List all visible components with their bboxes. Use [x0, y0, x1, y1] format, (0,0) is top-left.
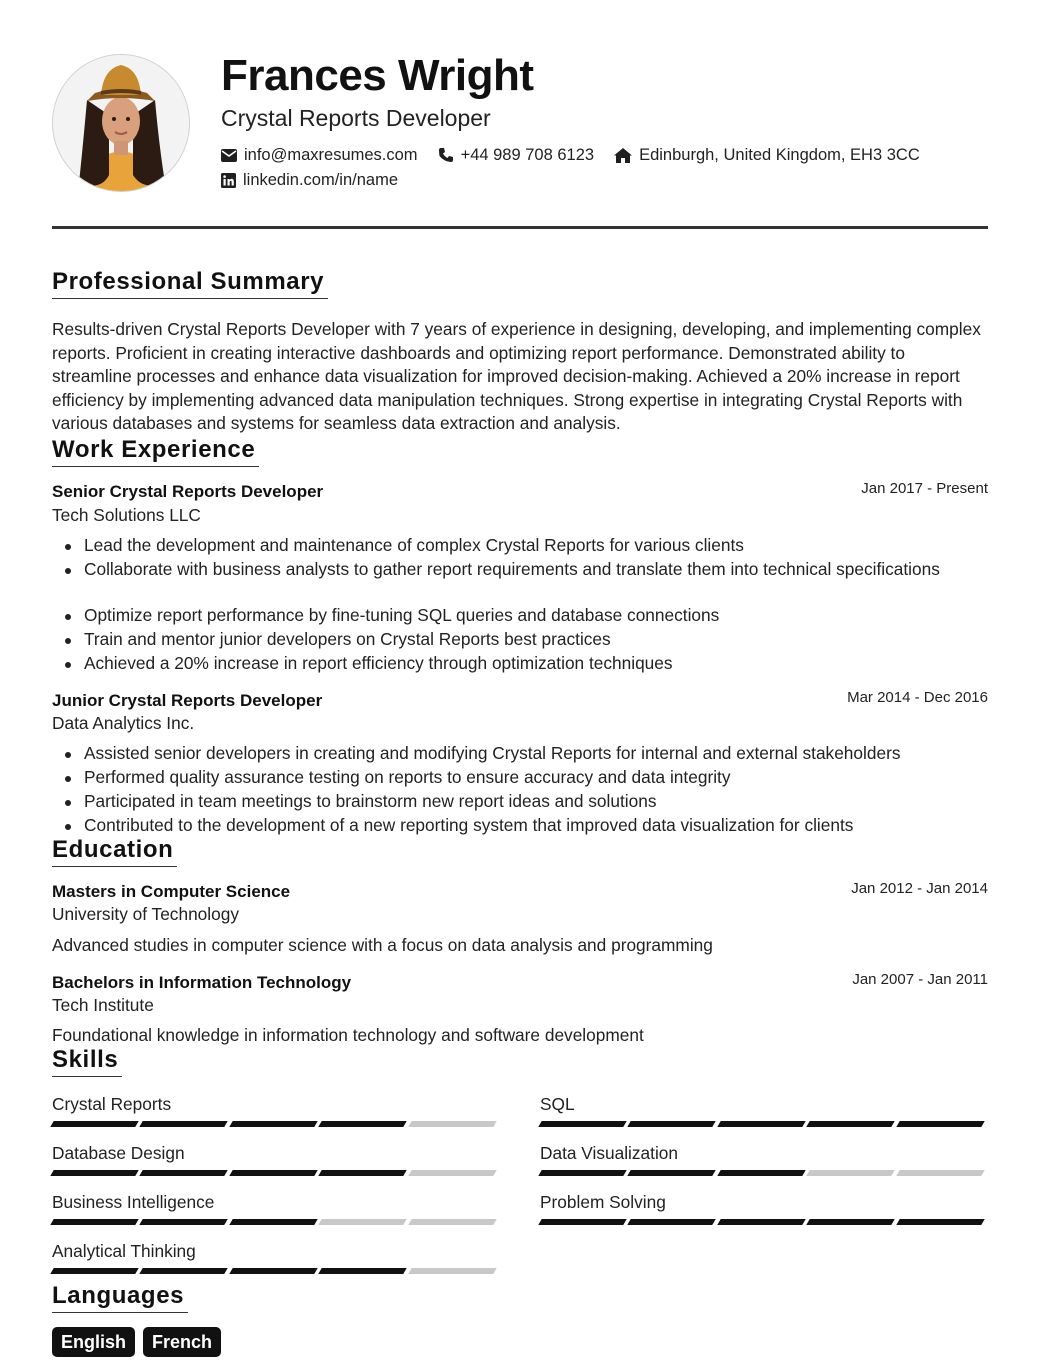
edu-degree: Masters in Computer Science	[52, 882, 291, 901]
skill-level-segment	[538, 1170, 627, 1176]
skill-level-segment	[896, 1121, 985, 1127]
skill-level-segment	[140, 1268, 229, 1274]
skill-level-segment	[628, 1121, 717, 1127]
candidate-name: Frances Wright	[221, 51, 534, 100]
edu-school: Tech Institute	[52, 995, 154, 1015]
job-title: Senior Crystal Reports Developer	[52, 482, 324, 501]
skill-level-segment	[408, 1170, 497, 1176]
skill-item	[52, 1093, 499, 1127]
skill-level-segment	[896, 1170, 985, 1176]
skill-name: Data Visualization	[540, 1143, 679, 1163]
skill-level-segment	[538, 1219, 627, 1225]
list-item: Assisted senior developers in creating and modifying Crystal Reports for internal and external stakeholders	[52, 743, 900, 764]
envelope-icon	[221, 149, 237, 162]
skills-heading: Skills	[52, 1046, 122, 1077]
skill-level-segment	[140, 1170, 229, 1176]
resume-page	[52, 0, 988, 1352]
skill-level-bar	[540, 1219, 987, 1225]
skill-level-bar	[540, 1170, 987, 1176]
contact-row-secondary	[221, 169, 418, 191]
skill-name: Problem Solving	[540, 1192, 666, 1212]
skill-name: Business Intelligence	[52, 1192, 215, 1212]
skill-level-bar	[52, 1268, 499, 1274]
skill-item	[540, 1142, 987, 1176]
skill-level-segment	[717, 1219, 806, 1225]
skill-level-segment	[408, 1268, 497, 1274]
header-divider	[52, 226, 988, 229]
contact-phone[interactable]	[438, 146, 595, 165]
education-heading: Education	[52, 836, 177, 867]
home-icon	[614, 148, 632, 163]
experience-heading: Work Experience	[52, 436, 259, 467]
skill-level-segment	[140, 1219, 229, 1225]
contact-address	[614, 146, 920, 165]
skill-level-segment	[229, 1121, 318, 1127]
contact-linkedin[interactable]	[221, 171, 398, 190]
edu-description: Foundational knowledge in information technology and software development	[52, 1025, 644, 1045]
skill-level-bar	[52, 1219, 499, 1225]
skill-level-bar	[52, 1170, 499, 1176]
skill-level-segment	[50, 1219, 139, 1225]
skill-level-segment	[140, 1121, 229, 1127]
skill-level-segment	[408, 1219, 497, 1225]
language-badge: French	[143, 1327, 221, 1357]
contact-email[interactable]	[221, 146, 418, 165]
address-text: Edinburgh, United Kingdom, EH3 3CC	[639, 145, 920, 164]
skill-level-segment	[229, 1219, 318, 1225]
skill-level-segment	[318, 1268, 407, 1274]
languages-heading: Languages	[52, 1282, 188, 1313]
list-item: Participated in team meetings to brainstorm new report ideas and solutions	[52, 791, 657, 812]
job-dates: Mar 2014 - Dec 2016	[847, 689, 988, 706]
skill-level-segment	[229, 1268, 318, 1274]
skill-level-segment	[318, 1170, 407, 1176]
avatar	[52, 54, 190, 192]
edu-degree: Bachelors in Information Technology	[52, 973, 352, 992]
skill-item	[52, 1240, 499, 1274]
skill-level-segment	[628, 1219, 717, 1225]
skill-level-segment	[538, 1121, 627, 1127]
list-item: Contributed to the development of a new reporting system that improved data visualization for clients	[52, 815, 853, 836]
avatar-photo	[53, 55, 189, 191]
phone-icon	[438, 147, 454, 163]
skill-name: Analytical Thinking	[52, 1241, 196, 1261]
skill-name: Crystal Reports	[52, 1094, 172, 1114]
email-text[interactable]: info@maxresumes.com	[244, 145, 418, 164]
job-company: Tech Solutions LLC	[52, 505, 201, 525]
skill-level-segment	[628, 1170, 717, 1176]
job-dates: Jan 2017 - Present	[861, 480, 988, 497]
phone-text[interactable]: +44 989 708 6123	[460, 145, 595, 164]
job-title: Junior Crystal Reports Developer	[52, 691, 323, 710]
list-item: Achieved a 20% increase in report efficiency through optimization techniques	[52, 653, 673, 674]
list-item: Collaborate with business analysts to gather report requirements and translate them into technical specifications	[52, 559, 940, 580]
edu-dates: Jan 2007 - Jan 2011	[852, 971, 988, 988]
skill-level-segment	[408, 1121, 497, 1127]
list-item: Performed quality assurance testing on reports to ensure accuracy and data integrity	[52, 767, 730, 788]
skill-level-segment	[806, 1170, 895, 1176]
languages-list	[52, 1327, 229, 1357]
list-item: Train and mentor junior developers on Crystal Reports best practices	[52, 629, 611, 650]
skill-level-segment	[318, 1121, 407, 1127]
skill-level-segment	[717, 1121, 806, 1127]
edu-description: Advanced studies in computer science with a focus on data analysis and programming	[52, 935, 713, 955]
skill-level-segment	[806, 1219, 895, 1225]
skill-item	[52, 1191, 499, 1225]
skill-item	[540, 1191, 987, 1225]
job-company: Data Analytics Inc.	[52, 713, 195, 733]
skill-level-segment	[318, 1219, 407, 1225]
skill-item	[52, 1142, 499, 1176]
skill-level-bar	[52, 1121, 499, 1127]
edu-dates: Jan 2012 - Jan 2014	[851, 880, 988, 897]
skill-level-segment	[717, 1170, 806, 1176]
skill-level-segment	[50, 1170, 139, 1176]
linkedin-text[interactable]: linkedin.com/in/name	[243, 170, 398, 189]
skill-level-segment	[50, 1268, 139, 1274]
skill-level-segment	[229, 1170, 318, 1176]
contact-row-primary	[221, 144, 940, 166]
linkedin-icon	[221, 173, 236, 188]
summary-text: Results-driven Crystal Reports Developer with 7 years of experience in designing, developing, and implementing complex reports. Proficient in creating interactive dashboards and optimizing report performance. Demonstrated ability to streamline processes and enhance data visualization for improved decision-making. Achieved a 20% increase in report efficiency by implementing advanced data manipulation techniques. Strong expertise in integrating Crystal Reports with various databases and systems for seamless data extraction and analysis.	[52, 319, 981, 433]
resume-header	[52, 0, 988, 230]
candidate-title: Crystal Reports Developer	[221, 105, 491, 131]
skill-level-segment	[896, 1219, 985, 1225]
summary-heading: Professional Summary	[52, 268, 328, 299]
edu-school: University of Technology	[52, 904, 239, 924]
skill-item	[540, 1093, 987, 1127]
skill-level-segment	[50, 1121, 139, 1127]
skill-name: SQL	[540, 1094, 575, 1114]
language-badge: English	[52, 1327, 135, 1357]
skill-level-segment	[806, 1121, 895, 1127]
skill-level-bar	[540, 1121, 987, 1127]
list-item: Lead the development and maintenance of complex Crystal Reports for various clients	[52, 535, 744, 556]
skill-name: Database Design	[52, 1143, 185, 1163]
list-item: Optimize report performance by fine-tuning SQL queries and database connections	[52, 605, 719, 626]
